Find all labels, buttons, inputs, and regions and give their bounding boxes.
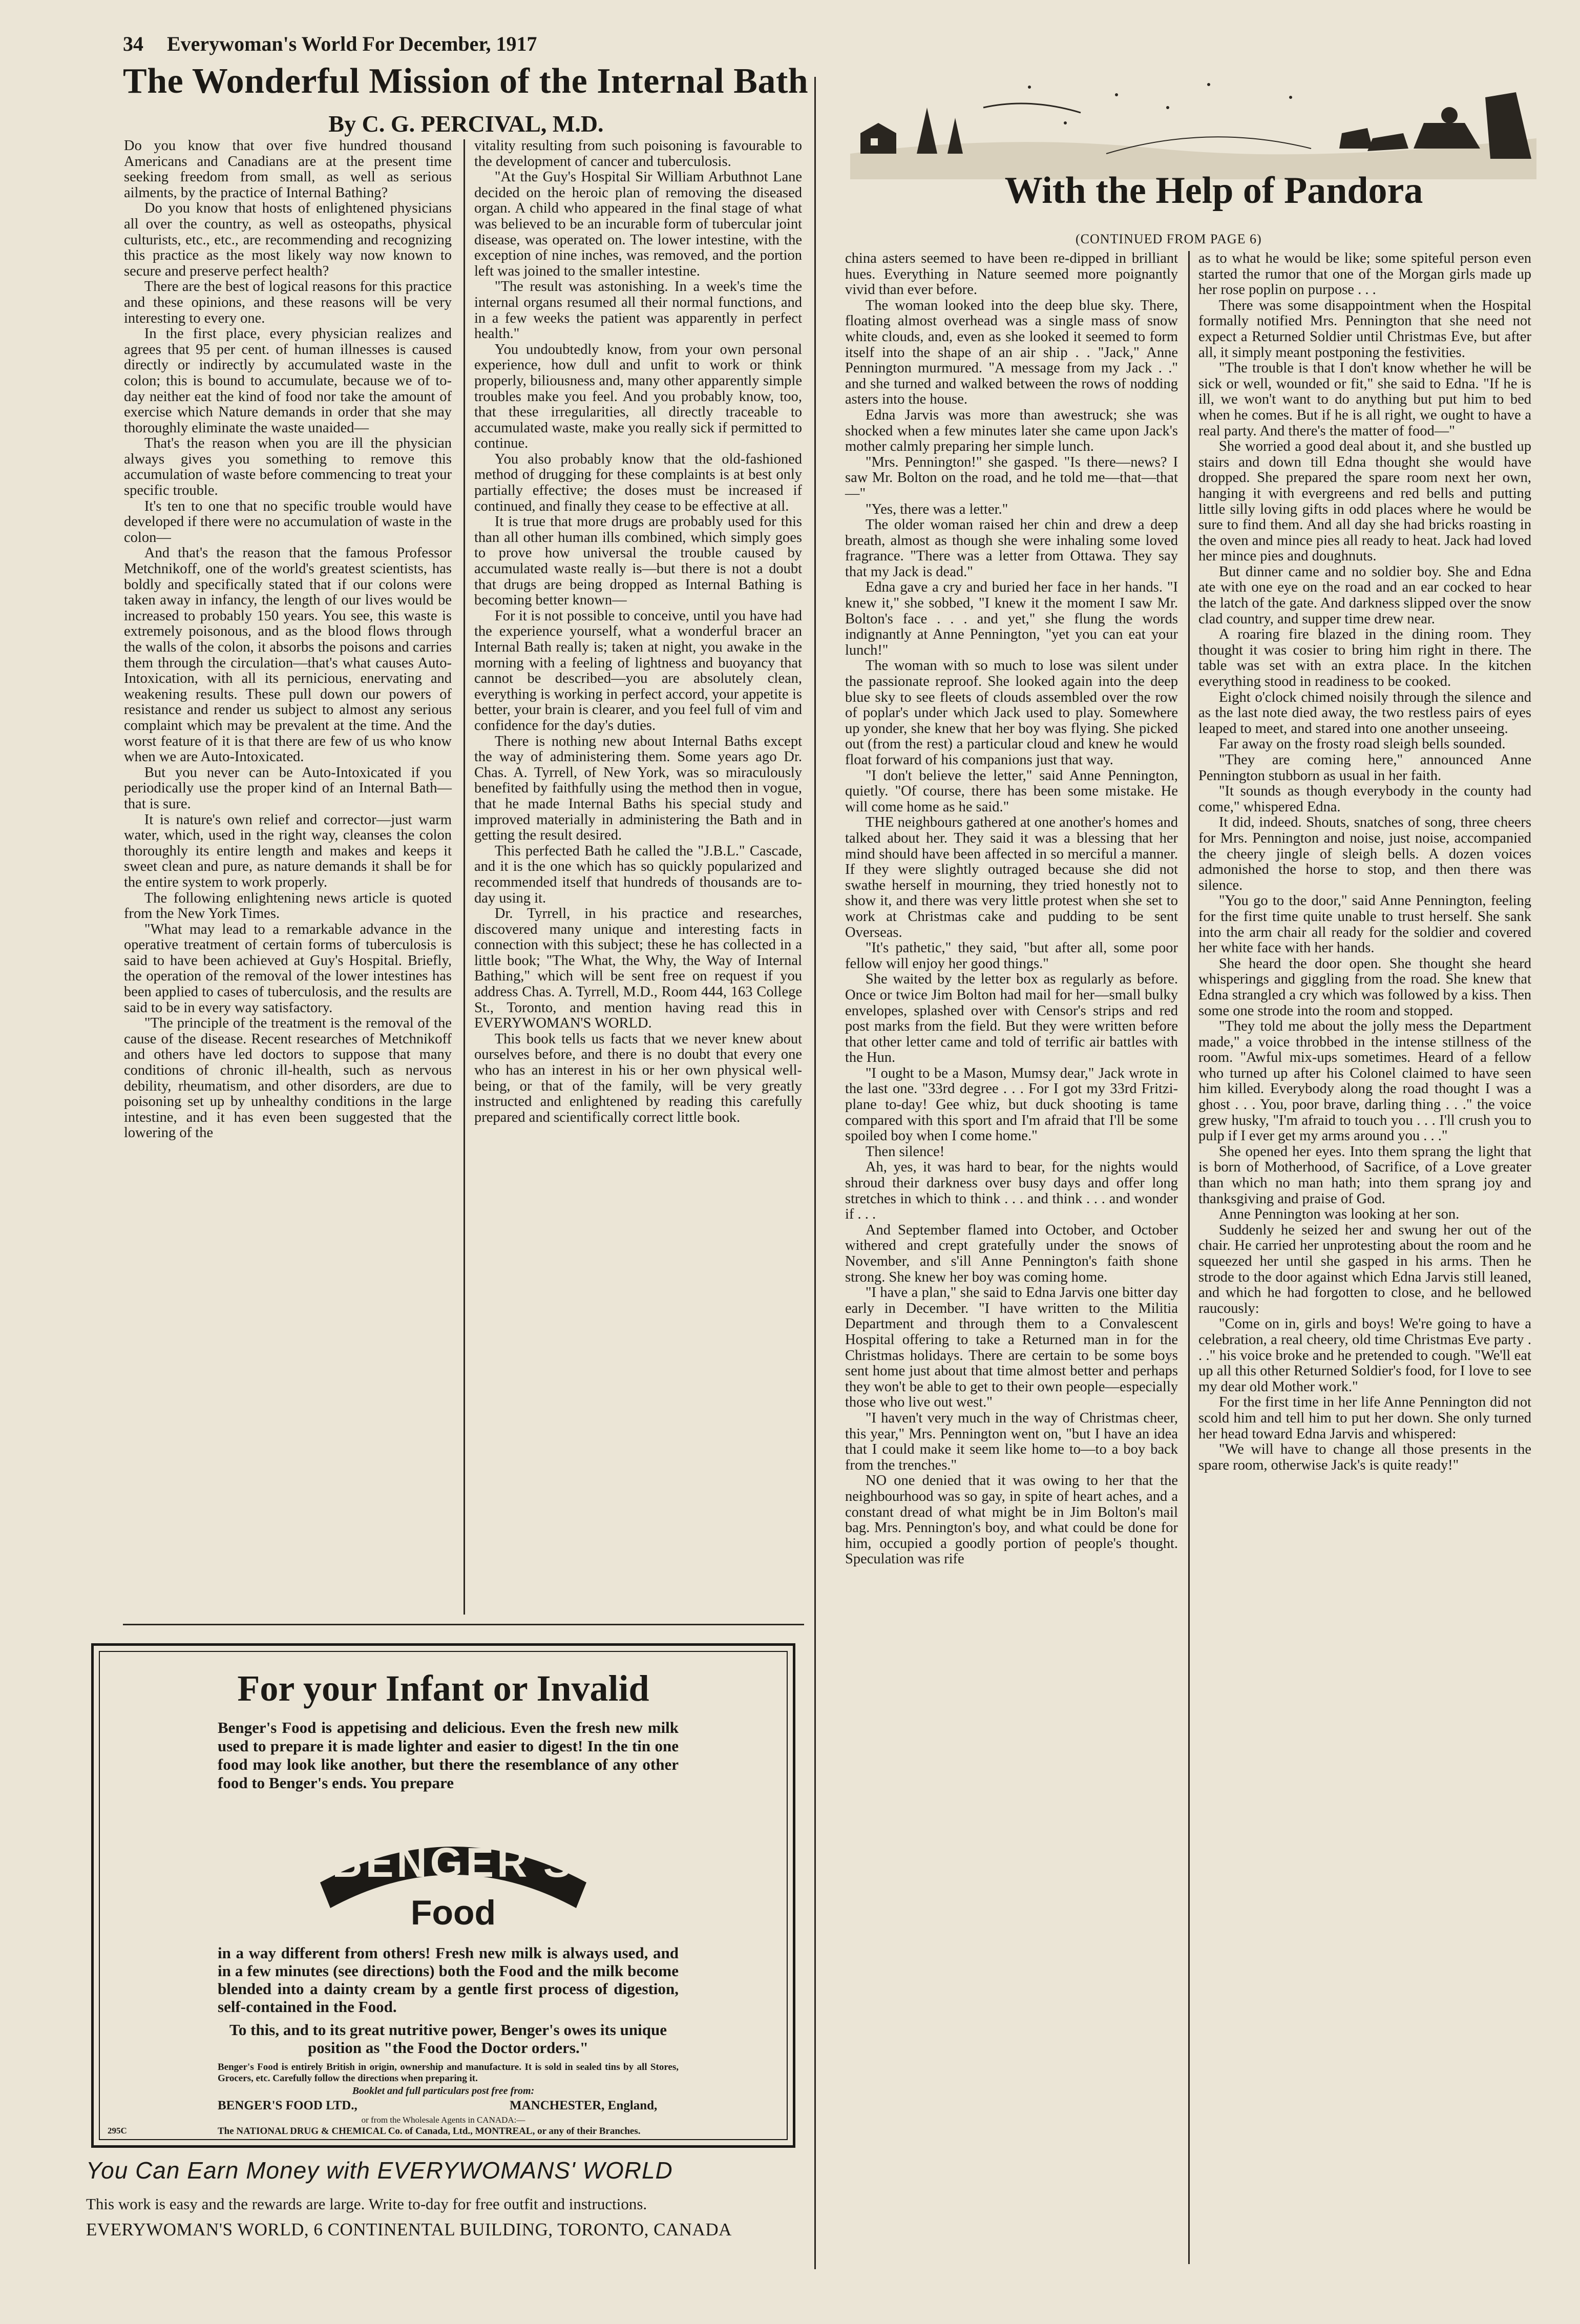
article1-byline: By C. G. PERCIVAL, M.D. bbox=[328, 111, 604, 137]
article1-column-2 bbox=[474, 138, 802, 1125]
article2-column-4 bbox=[1198, 251, 1531, 1473]
bengers-logo bbox=[315, 1816, 592, 1934]
running-header bbox=[123, 32, 537, 56]
paragraph: "I have a plan," she said to Edna Jarvis one bitter day early in December. "I have written to the Militia Department and through them to a Convalescent Hospital offering to take a Returned man in for the Christmas holidays. There are certain to be some boys sent home just about that time almost better and perhaps they won't be able to get to their own people—especially those who live out west." bbox=[845, 1285, 1178, 1411]
ad-agents-small: or from the Wholesale Agents in CANADA:— bbox=[361, 2115, 525, 2125]
ad-headline: For your Infant or Invalid bbox=[237, 1668, 649, 1709]
paragraph: Edna gave a cry and buried her face in her hands. "I knew it," she sobbed, "I knew it the moment I saw Mr. Bolton's face . . . and yet," she flung the words indignantly at Anne Pennington, "yet you can eat your lunch!" bbox=[845, 579, 1178, 658]
ad-fine-print: Benger's Food is entirely British in origin, ownership and manufacture. It is sold in sealed tins by all Stores, Grocers, etc. Carefully follow the directions when preparing it. bbox=[218, 2062, 679, 2084]
paragraph: "They are coming here," announced Anne Pennington stubborn as usual in her faith. bbox=[1198, 752, 1531, 784]
paragraph: "What may lead to a remarkable advance in the operative treatment of certain forms of tuberculosis is said to have been achieved at Guy's Hospital. Briefly, the operation of the removal of the lower intestines has been applied to cases of tuberculosis, and the results are said to be in every way satisfactory. bbox=[124, 921, 452, 1016]
paragraph: "The result was astonishing. In a week's time the internal organs resumed all their normal functions, and in a few weeks the patient was apparently in perfect health." bbox=[474, 279, 802, 342]
paragraph: "It's pathetic," they said, "but after all, some poor fellow will enjoy her good things." bbox=[845, 940, 1178, 972]
paragraph: "I haven't very much in the way of Christmas cheer, this year," Mrs. Pennington went on, "but I have an idea that I could make it seem like home to—to a boy back from the trenches." bbox=[845, 1410, 1178, 1473]
winter-sleigh-illustration bbox=[850, 77, 1536, 179]
paragraph: She opened her eyes. Into them sprang the light that is born of Motherhood, of Sacrifice, of a Love greater than which no man hath; into them sprang joy and thanksgiving and praise of God. bbox=[1198, 1143, 1531, 1207]
paragraph: A roaring fire blazed in the dining room. They thought it was cosier to bring him right in there. The table was set with an extra place. In the kitchen everything stood in readiness to be cooked. bbox=[1198, 626, 1531, 690]
paragraph: For the first time in her life Anne Pennington did not scold him and tell him to put her down. She only turned her head toward Edna Jarvis and whispered: bbox=[1198, 1394, 1531, 1442]
paragraph: You also probably know that the old-fashioned method of drugging for these complaints is at best only partially effective; the doses must be increased if continued, and finally they cease to be effective at all. bbox=[474, 451, 802, 514]
ad-company: BENGER'S FOOD LTD., bbox=[218, 2099, 357, 2112]
article2-column-3 bbox=[845, 251, 1178, 1567]
paragraph: Do you know that over five hundred thousand Americans and Canadians are at the present time seeking freedom from small, as well as serious ailments, by the practice of Internal Bathing? bbox=[124, 138, 452, 201]
paragraph: Dr. Tyrrell, in his practice and researches, discovered many unique and interesting facts in connection with this subject; these he has collected in a little book; "The What, the Why, the Way of Internal Bathing," which will be sent free on request if you address Chas. A. Tyrrell, M.D., Room 444, 163 College St., Toronto, and mention having read this in EVERYWOMAN'S WORLD. bbox=[474, 906, 802, 1032]
footer-line-3: EVERYWOMAN'S WORLD, 6 CONTINENTAL BUILDING, TORONTO, CANADA bbox=[86, 2220, 732, 2239]
paragraph: There are the best of logical reasons for this practice and these opinions, and these reasons will be very interesting to every one. bbox=[124, 279, 452, 326]
article2-title: With the Help of Pandora bbox=[1004, 170, 1423, 212]
paragraph: as to what he would be like; some spiteful person even started the rumor that one of the Morgan girls made up her rose poplin on purpose . . . bbox=[1198, 250, 1531, 298]
paragraph: vitality resulting from such poisoning is favourable to the development of cancer and tuberculosis. bbox=[474, 138, 802, 170]
paragraph: "Yes, there was a letter." bbox=[865, 501, 1008, 517]
paragraph: In the first place, every physician realizes and agrees that 95 per cent. of human illnesses is caused directly or indirectly by accumulated waste in the colon; this is bound to accumulate, because we of to-day neither eat the kind of food nor take the amount of exercise which Nature demands in order that she may thoroughly eliminate the waste unaided— bbox=[124, 326, 452, 436]
paragraph: The older woman raised her chin and drew a deep breath, almost as though she were inhaling some loved fragrance. "There was a letter from Ottawa. They say that my Jack is dead." bbox=[845, 517, 1178, 580]
ad-agents: The NATIONAL DRUG & CHEMICAL Co. of Canada, Ltd., MONTREAL, or any of their Branches. bbox=[218, 2126, 641, 2137]
ad-body-2: To this, and to its great nutritive power, Benger's owes its unique position as "the Food the Doctor orders." bbox=[229, 2021, 667, 2057]
paragraph: It's ten to one that no specific trouble would have developed if there were no accumulation of waste in the colon— bbox=[124, 498, 452, 546]
sleigh-scene-icon bbox=[850, 77, 1536, 179]
paragraph: The following enlightening news article is quoted from the New York Times. bbox=[124, 890, 452, 922]
paragraph: For it is not possible to conceive, until you have had the experience yourself, what a wonderful bracer an Internal Bath really is; taken at night, you awake in the morning with a feeling of lightness and buoyancy that cannot be described—you are absolutely clean, everything is working in perfect accord, your appetite is better, your brain is clearer, and you feel full of vim and confidence for the day's duties. bbox=[474, 608, 802, 734]
paragraph: "The principle of the treatment is the removal of the cause of the disease. Recent researches of Metchnikoff and others have led doctors to suppose that many conditions of chronic ill-health, such as nervous debility, rheumatism, and other disorders, are due to poisoning set up by unhealthy conditions in the large intestine, and it has even been suggested that the lowering of the bbox=[124, 1015, 452, 1141]
paragraph: But dinner came and no soldier boy. She and Edna ate with one eye on the road and an ear cocked to hear the latch of the gate. And darkness slipped over the snow clad country, and supper time drew near. bbox=[1198, 563, 1531, 627]
paragraph: Anne Pennington was looking at her son. bbox=[1218, 1206, 1460, 1223]
paragraph: The woman with so much to lose was silent under the passionate reproof. She looked again into the deep blue sky to see fleets of clouds assembled over the row of poplar's under which Jack used to play. Somewhere up yonder, she knew that her boy was flying. She picked out (from the rest) a particular cloud and knew he would float forward of his companions just that way. bbox=[845, 658, 1178, 768]
paragraph: "Mrs. Pennington!" she gasped. "Is there—news? I saw Mr. Bolton on the road, and he told me—that—that—" bbox=[845, 454, 1178, 501]
paragraph: Then silence! bbox=[865, 1143, 945, 1160]
paragraph: "They told me about the jolly mess the Department made," a voice throbbed in the intense stillness of the room. "Awful mix-ups sometimes. Heard of a fellow who turned up after his Colonel claimed to have seen him killed. Everybody along the road thought I was a ghost . . . You, poor brave, darling thing . . ." the voice grew husky, "I'm afraid to touch you . . . I'll crush you to pulp if I ever get my arms around you . . ." bbox=[1198, 1018, 1531, 1144]
running-title: Everywoman's World For December, 1917 bbox=[167, 32, 537, 55]
paragraph: "I don't believe the letter," said Anne Pennington, quietly. "Of course, there has been some mistake. He will come home as he said." bbox=[845, 767, 1178, 815]
paragraph: "It sounds as though everybody in the county had come," whispered Edna. bbox=[1198, 783, 1531, 815]
paragraph: It is true that more drugs are probably used for this than all other human ills combined, which simply goes to prove how universal the trouble caused by accumulated waste really is—but there is not a doubt that drugs are being dropped as Internal Bathing is becoming better known— bbox=[474, 514, 802, 609]
paragraph: The woman looked into the deep blue sky. There, floating almost overhead was a single mass of snow white clouds, and, even as she looked it seemed to form itself into the shape of an air ship . . "Jack," Anne Pennington murmured. "A message from my Jack . ." and she turned and walked between the rows of nodding asters into the house. bbox=[845, 297, 1178, 408]
logo-text: BENGER'S bbox=[332, 1839, 575, 1886]
ad-booklet: Booklet and full particulars post free from: bbox=[352, 2085, 535, 2097]
column-rule-2 bbox=[1188, 251, 1190, 2264]
paragraph: china asters seemed to have been re-dipped in brilliant hues. Everything in Nature seemed more poignantly vivid than ever before. bbox=[845, 250, 1178, 298]
article1-column-1 bbox=[124, 138, 452, 1141]
paragraph: This book tells us facts that we never knew about ourselves before, and there is no doubt that every one who has an interest in his or her own physical well-being, or that of the family, will be very greatly instructed and enlightened by reading this carefully prepared and scientifically correct little book. bbox=[474, 1031, 802, 1125]
paragraph: She heard the door open. She thought she heard whisperings and giggling from the road. She knew that Edna strangled a cry which was followed by a kiss. Then some one strode into the room and stopped. bbox=[1198, 955, 1531, 1019]
footer-line-2: This work is easy and the rewards are large. Write to-day for free outfit and instructions. bbox=[86, 2195, 647, 2213]
paragraph: Far away on the frosty road sleigh bells sounded. bbox=[1218, 736, 1506, 752]
paragraph: That's the reason when you are ill the physician always gives you something to remove this accumulation of waste before commencing to treat your specific trouble. bbox=[124, 435, 452, 499]
paragraph: Suddenly he seized her and swung her out of the chair. He carried her unprotesting about the room and he squeezed her until she gasped in his arms. Then he strode to the door against which Edna Jarvis still leaned, and which he had forgotten to close, and he bellowed raucously: bbox=[1198, 1222, 1531, 1316]
paragraph: This perfected Bath he called the "J.B.L." Cascade, and it is the one which has so quickly popularized and recommended itself that hundreds of thousands are to-day using it. bbox=[474, 843, 802, 906]
paragraph: Do you know that hosts of enlightened physicians all over the country, as well as osteopaths, physical culturists, etc., etc., are recommending and recognizing this practice as the most likely way now known to secure and preserve perfect health? bbox=[124, 200, 452, 279]
paragraph: She worried a good deal about it, and she bustled up stairs and down till Edna thought she would have dropped. She prepared the spare room next her own, hanging it with evergreens and red bells and putting little silly loving gifts in odd places where he would be sure to find them. And all day she had bricks roasting in the oven and mince pies all ready to heat. Jack had loved her mince pies and doughnuts. bbox=[1198, 438, 1531, 564]
paragraph: And September flamed into October, and October withered and crept gratefully under the snows of November, and s'ill Anne Pennington's faith shone strong. She knew her boy was coming home. bbox=[845, 1222, 1178, 1285]
paragraph: "You go to the door," said Anne Pennington, feeling for the first time quite unable to trust herself. She sank into the arm chair all ready for the soldier and covered her white face with her hands. bbox=[1198, 893, 1531, 956]
paragraph: You undoubtedly know, from your own personal experience, how dull and unfit to work or think properly, biliousness and, many other apparently simple troubles make you feel. And you probably know, too, that these irregularities, all directly traceable to accumulated waste, make you really sick if permitted to continue. bbox=[474, 341, 802, 452]
paragraph: NO one denied that it was owing to her that the neighbourhood was so gay, in spite of heart aches, and a constant dread of what might be in Jim Bolton's mail bag. Mrs. Pennington's boy, and what could be done for him, occupied a goodly portion of people's thought. Speculation was rife bbox=[845, 1473, 1178, 1567]
paragraph: "The trouble is that I don't know whether he will be sick or well, wounded or fit," she said to Edna. "If he is ill, we won't want to do anything but put him to bed when he comes. But if he is all right, we ought to have a real party. And there's the matter of food—" bbox=[1198, 360, 1531, 439]
paragraph: But you never can be Auto-Intoxicated if you periodically use the proper kind of an Internal Bath—that is sure. bbox=[124, 764, 452, 812]
article1-bottom-rule bbox=[123, 1624, 804, 1625]
paragraph: THE neighbours gathered at one another's homes and talked about her. They said it was a blessing that her mind should have been affected in so merciful a manner. If they were slightly outraged because she did not swathe herself in mourning, they tried honestly not to show it, and there was very little protest when she set to work at Christmas cake and pudding to be sent Overseas. bbox=[845, 814, 1178, 940]
paragraph: Eight o'clock chimed noisily through the silence and as the last note died away, the two restless pairs of eyes leaped to meet, and stared into one another unseeing. bbox=[1198, 689, 1531, 737]
article1-title: The Wonderful Mission of the Internal Bath bbox=[123, 61, 809, 101]
column-rule bbox=[464, 139, 465, 1615]
paragraph: "Come on in, girls and boys! We're going to have a celebration, a real cheery, old time Christmas Eve party . . ." his voice broke and he pretended to cough. "We'll eat up all this other Returned Soldier's food, for I love to see my dear old Mother work." bbox=[1198, 1316, 1531, 1395]
ad-city: MANCHESTER, England, bbox=[510, 2099, 658, 2112]
paragraph: "At the Guy's Hospital Sir William Arbuthnot Lane decided on the heroic plan of removing the diseased organ. A child who appeared in the final stage of what was believed to be an incurable form of tubercular joint disease, was operated on. The lower intestine, with the exception of nine inches, was removed, and the portion left was joined to the smaller intestine. bbox=[474, 169, 802, 279]
ad-code: 295C bbox=[108, 2126, 127, 2135]
paragraph: Ah, yes, it was hard to bear, for the nights would shroud their darkness over busy days and offer long stretches in which to think . . . and think . . . and wonder if . . . bbox=[845, 1159, 1178, 1223]
paragraph: "I ought to be a Mason, Mumsy dear," Jack wrote in the last one. "33rd degree . . . For I got my 33rd Fritzi-plane to-day! Gee whiz, but duck shooting is tame compared with this sport and I'm afraid that I'll be some spoiled boy when I come home." bbox=[845, 1065, 1178, 1144]
logo-subtext: Food bbox=[410, 1893, 496, 1932]
paragraph: "We will have to change all those presents in the spare room, otherwise Jack's is quite ready!" bbox=[1198, 1441, 1531, 1473]
bengers-food-advertisement[interactable] bbox=[91, 1643, 795, 2148]
paragraph: Edna Jarvis was more than awestruck; she was shocked when a few minutes later she came upon Jack's mother calmly preparing her simple lunch. bbox=[845, 407, 1178, 455]
paragraph: There was some disappointment when the Hospital formally notified Mrs. Pennington that she need not expect a Returned Soldier until Christmas Eve, but after all, it simply meant postponing the festivities. bbox=[1198, 297, 1531, 361]
page-number: 34 bbox=[123, 32, 143, 55]
paragraph: It did, indeed. Shouts, snatches of song, three cheers for Mrs. Pennington and noise, just noise, accompanied the cheery jingle of sleigh bells. A dozen voices admonished the horse to stop, and then there was silence. bbox=[1198, 814, 1531, 893]
page-divider bbox=[814, 77, 816, 2269]
footer-slogan: You Can Earn Money with EVERYWOMANS' WORLD bbox=[86, 2157, 673, 2184]
ad-body: in a way different from others! Fresh new milk is always used, and in a few minutes (see directions) both the Food and the milk become blended into a dainty cream by a gentle first process of digestion, self-contained in the Food. bbox=[218, 1944, 679, 2016]
paragraph: She waited by the letter box as regularly as before. Once or twice Jim Bolton had mail for her—small bulky envelopes, splashed over with Censor's strips and red post marks from the field. But they were written before that other letter came and told of terrific air battles with the Hun. bbox=[845, 971, 1178, 1066]
paragraph: It is nature's own relief and corrector—just warm water, which, used in the right way, cleanses the colon thoroughly its entire length and makes and keeps it sweet clean and pure, as nature demands it shall be for the entire system to work properly. bbox=[124, 811, 452, 890]
paragraph: And that's the reason that the famous Professor Metchnikoff, one of the world's greatest scientists, has boldly and specifically stated that if our colons were taken away in infancy, the length of our lives would be increased to probably 150 years. You see, this waste is extremely poisonous, and as the blood flows through the walls of the colon, it absorbs the poisons and carries them through the circulation—that's what causes Auto-Intoxication, with all its pernicious, enervating and weakening results. These pull down our powers of resistance and render us subject to almost any serious complaint which may be prevalent at the time. And the worst feature of it is that there are few of us who know when we are Auto-Intoxicated. bbox=[124, 545, 452, 765]
ad-intro: Benger's Food is appetising and delicious. Even the fresh new milk used to prepare it is made lighter and easier to digest! In the tin one food may look like another, but there the resemblance of any other food to Benger's ends. You prepare bbox=[218, 1719, 679, 1792]
article2-continued: (CONTINUED FROM PAGE 6) bbox=[1076, 232, 1262, 246]
paragraph: There is nothing new about Internal Baths except the way of administering them. Some years ago Dr. Chas. A. Tyrrell, of New York, was so miraculously benefited by faithfully using the method then in vogue, that he made Internal Baths his special study and improved materially in administering the Bath and in getting the result desired. bbox=[474, 733, 802, 844]
